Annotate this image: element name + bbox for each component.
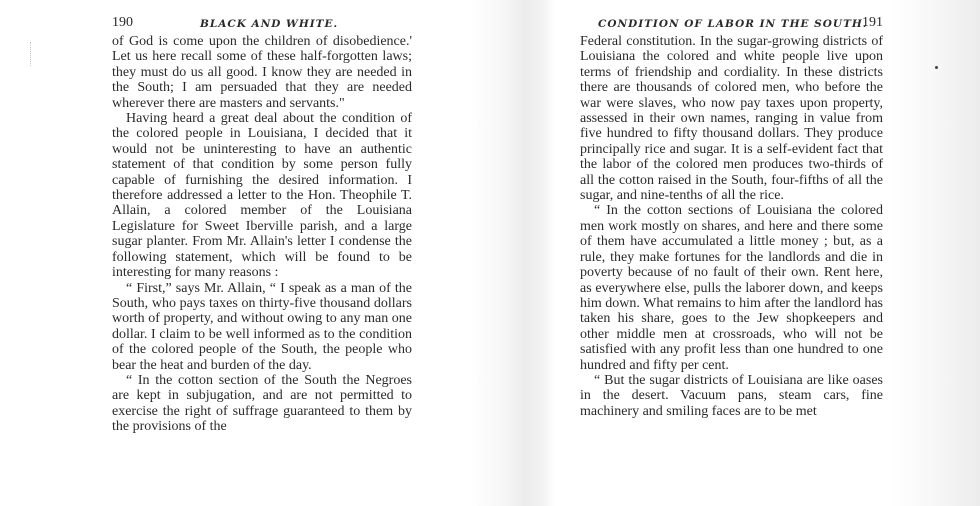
paragraph: Having heard a great deal about the condition of the colored people in Louisiana, I decided that it would not be uninteresting to have an authentic statement of that condition by some person fully capable of furnishing the desired information. I therefore addressed a letter to the Hon. Theophile T. Allain, a colored member of the Louisiana Legislature for Sweet Iberville parish, and a large sugar planter. From Mr. Allain's letter I condense the following statement, which will be found to be interesting for many reasons : xyxy=(112,111,412,281)
paragraph: of God is come upon the children of disobedience.' Let us here recall some of these half-forgotten laws; they must do us all good. I know they are needed in the South; I am persuaded that they are needed wherever there are masters and servants." xyxy=(112,34,412,111)
paragraph: “ But the sugar districts of Louisiana are like oases in the desert. Vacuum pans, steam cars, fine machinery and smiling faces are to be met xyxy=(580,372,883,419)
ink-speck xyxy=(935,66,938,69)
left-page xyxy=(112,14,412,435)
margin-mark xyxy=(30,42,33,66)
right-running-head xyxy=(580,14,883,32)
left-running-title: BLACK AND WHITE. xyxy=(200,18,339,30)
right-page xyxy=(580,14,883,419)
page-edge-shadow xyxy=(890,0,980,506)
left-running-head xyxy=(112,14,412,32)
left-page-body xyxy=(112,34,412,435)
right-page-number: 191 xyxy=(862,15,883,30)
gutter-shadow xyxy=(470,0,555,506)
paragraph: “ First,” says Mr. Allain, “ I speak as a man of the South, who pays taxes on thirty-five thousand dollars worth of property, and without owing to any man one dollar. I claim to be well informed as to the condition of the colored people of the South, the people who bear the heat and burden of the day. xyxy=(112,280,412,373)
left-page-number: 190 xyxy=(112,15,133,30)
paragraph: Federal constitution. In the sugar-growing districts of Louisiana the colored and white people live upon terms of friendship and cordiality. In these districts there are thousands of colored men, who before the war were slaves, who now pay taxes upon property, assessed in their own names, ranging in value from five hundred to fifty thousand dollars. They produce principally rice and sugar. It is a self-evident fact that the labor of the colored men produces two-thirds of all the cotton raised in the South, four-fifths of all the sugar, and nine-tenths of all the rice. xyxy=(580,34,883,204)
right-page-body xyxy=(580,34,883,419)
paragraph: “ In the cotton section of the South the Negroes are kept in subjugation, and are not permitted to exercise the right of suffrage guaranteed to them by the provisions of the xyxy=(112,372,412,435)
paragraph: “ In the cotton sections of Louisiana the colored men work mostly on shares, and here and there some of them have accumulated a little money ; but, as a rule, they make fortunes for the landlords and die in poverty because of no fault of their own. Rent here, as everywhere else, pulls the laborer down, and keeps him down. What remains to him after the landlord has taken his share, goes to the Jew shopkeepers and other middle men at crossroads, who will not be satisfied with any profit less than one hundred to one hundred and fifty per cent. xyxy=(580,203,884,373)
right-running-title: CONDITION OF LABOR IN THE SOUTH. xyxy=(598,18,868,30)
